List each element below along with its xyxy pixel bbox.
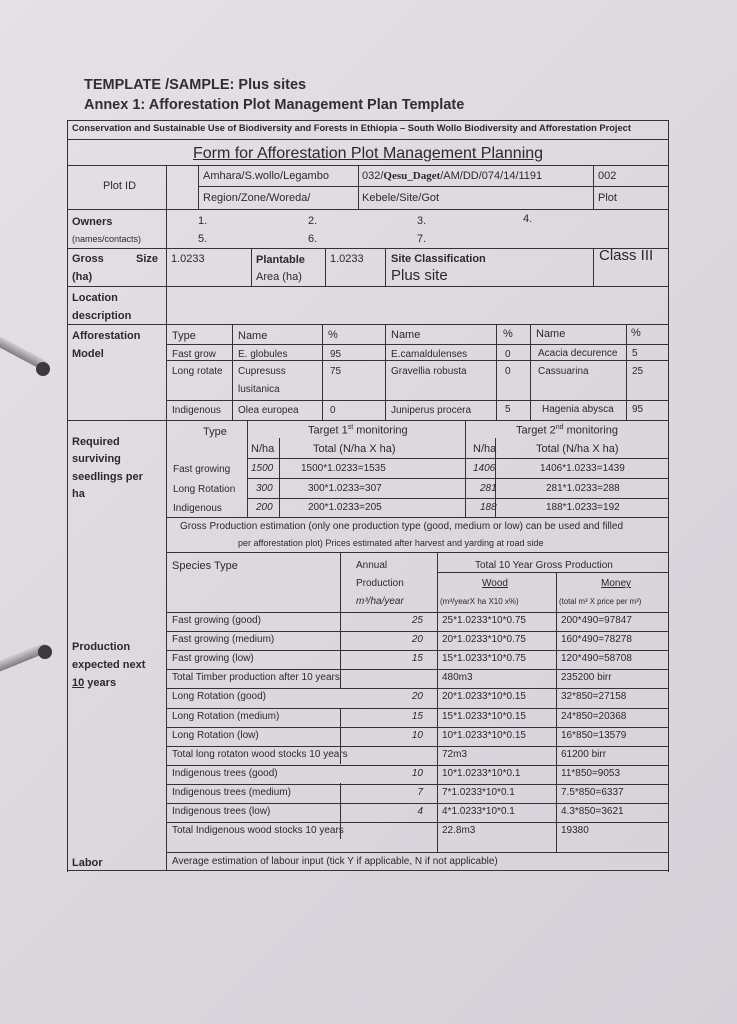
site-classification-label: Site Classification <box>391 253 486 265</box>
production-years-text: years <box>84 677 117 689</box>
form-title: Form for Afforestation Plot Management Planning <box>192 145 544 162</box>
production-wood[interactable]: 4*1.0233*10*0.1 <box>442 806 515 817</box>
model-row-type: Indigenous <box>172 405 221 416</box>
production-wood[interactable]: 20*1.0233*10*0.15 <box>442 691 526 703</box>
money-subheader: (total m³ X price per m³) <box>559 597 642 606</box>
plot-value[interactable]: 002 <box>598 170 617 182</box>
model-header-pct-1: % <box>328 329 338 341</box>
owner-slot-3[interactable]: 3. <box>417 215 427 227</box>
production-annual[interactable]: 20 <box>411 691 423 703</box>
production-label-2: expected next <box>72 659 146 671</box>
site-classification-value[interactable]: Plus site <box>391 267 448 284</box>
kebele-label: Kebele/Site/Got <box>362 192 440 204</box>
model-row-pct[interactable]: 0 <box>505 366 511 377</box>
seedling-row-type: Indigenous <box>173 503 222 514</box>
model-header-name-2: Name <box>391 329 421 341</box>
owner-slot-2[interactable]: 2. <box>308 215 318 227</box>
seedling-row-type: Long Rotation <box>173 484 236 495</box>
model-row-name[interactable]: Gravellia robusta <box>391 366 467 377</box>
species-type-header: Species Type <box>172 560 238 572</box>
production-wood[interactable]: 7*1.0233*10*0.1 <box>442 786 515 798</box>
production-wood[interactable]: 15*1.0233*10*0.15 <box>442 710 526 722</box>
model-header-pct-2: % <box>503 328 513 340</box>
production-annual[interactable]: 15 <box>411 653 423 665</box>
model-row-type: Fast grow <box>172 349 216 360</box>
seedling-row-total1[interactable]: 300*1.0233=307 <box>308 483 382 494</box>
production-money[interactable]: 16*850=13579 <box>561 729 627 741</box>
gross-label: Gross <box>72 253 104 265</box>
owners-sublabel: (names/contacts) <box>72 234 142 244</box>
row-divider <box>166 650 668 651</box>
seedlings-type-header: Type <box>203 426 227 438</box>
production-total-label: Total Indigenous wood stocks 10 years <box>172 825 344 837</box>
owner-slot-4[interactable]: 4. <box>523 213 533 225</box>
production-species: Long Rotation (medium) <box>172 710 280 722</box>
model-row-pct[interactable]: 95 <box>632 404 644 415</box>
model-header-type: Type <box>172 330 196 342</box>
seedling-row-total2[interactable]: 1406*1.0233=1439 <box>540 463 625 474</box>
kebele-name: Qesu_Daget <box>383 170 441 182</box>
owner-slot-5[interactable]: 5. <box>198 233 208 245</box>
seedlings-label-4: ha <box>72 488 85 500</box>
size-label: Size <box>136 253 159 265</box>
production-money[interactable]: 4.3*850=3621 <box>561 806 624 817</box>
seedling-row-n2[interactable]: 1406 <box>473 463 496 474</box>
location-label: Location <box>72 292 118 304</box>
target-2-label: Target 2 <box>516 424 556 437</box>
production-wood[interactable]: 10*1.0233*10*0.1 <box>442 767 521 779</box>
production-annual[interactable]: 15 <box>411 710 423 722</box>
production-wood[interactable]: 25*1.0233*10*0.75 <box>442 615 526 626</box>
target-1-sup: st <box>347 424 354 431</box>
project-name: Conservation and Sustainable Use of Biodiversity and Forests in Ethiopia – South Wollo Biodiversity and Afforestation Project <box>72 123 631 133</box>
model-header-pct-3: % <box>631 327 641 339</box>
labor-note: Average estimation of labour input (tick Y if applicable, N if not applicable) <box>172 856 498 867</box>
seedling-row-total1[interactable]: 200*1.0233=205 <box>308 502 382 513</box>
seedlings-label-2: surviving <box>72 453 121 465</box>
production-species: Indigenous trees (low) <box>172 806 271 817</box>
production-money[interactable]: 24*850=20368 <box>561 710 627 722</box>
plot-label: Plot <box>598 192 617 204</box>
afforestation-model-label-2: Model <box>72 348 104 360</box>
target-1-monitoring: monitoring <box>353 424 408 437</box>
production-wood[interactable]: 72m3 <box>442 748 468 760</box>
seedlings-label: Required <box>72 436 120 448</box>
nha-header-2: N/ha <box>473 443 497 455</box>
plot-id-label: Plot ID <box>103 180 137 192</box>
production-annual[interactable]: 25 <box>411 615 423 626</box>
target-1-label: Target 1 <box>308 424 348 437</box>
row-divider <box>166 612 668 613</box>
row-divider <box>166 688 668 689</box>
region-value[interactable]: Amhara/S.wollo/Legambo <box>203 170 329 182</box>
model-row-name[interactable]: Cupresuss <box>238 366 286 377</box>
production-wood[interactable]: 10*1.0233*10*0.15 <box>442 729 526 741</box>
model-row-name[interactable]: Hagenia abysca <box>542 404 614 415</box>
kebele-suffix: /AM/DD/074/14/1191 <box>440 170 543 182</box>
production-label: Production <box>72 641 131 653</box>
seedling-row-n2[interactable]: 281 <box>480 483 497 494</box>
production-label-3 <box>72 677 116 689</box>
row-divider <box>166 765 668 766</box>
owners-label: Owners <box>72 216 113 228</box>
row-divider <box>166 784 668 785</box>
model-row-name[interactable]: E.camaldulenses <box>391 349 468 360</box>
production-wood[interactable]: 22.8m3 <box>442 825 476 837</box>
wood-subheader: (m³/yearX ha X10 x%) <box>440 597 519 606</box>
model-row-name[interactable]: Cassuarina <box>538 366 589 377</box>
production-money[interactable]: 120*490=58708 <box>561 653 632 665</box>
model-row-name[interactable]: Juniperus procera <box>391 405 472 416</box>
row-divider <box>166 727 668 728</box>
production-annual[interactable]: 7 <box>417 786 423 798</box>
kebele-value[interactable] <box>362 170 542 182</box>
model-row-pct[interactable]: 0 <box>330 405 336 416</box>
production-annual[interactable]: 10 <box>411 767 423 779</box>
production-wood[interactable]: 15*1.0233*10*0.75 <box>442 653 526 665</box>
money-header: Money <box>601 578 632 589</box>
production-money[interactable]: 61200 birr <box>561 748 607 760</box>
seedling-row-type: Fast growing <box>173 464 231 475</box>
seedling-row-n1[interactable]: 200 <box>256 502 273 513</box>
production-species: Indigenous trees (medium) <box>172 786 291 798</box>
row-divider <box>166 822 668 823</box>
total-header-1: Total (N/ha X ha) <box>313 443 396 455</box>
model-row-pct[interactable]: 0 <box>505 349 511 360</box>
model-row-name[interactable]: Acacia decurence <box>538 348 618 359</box>
production-note-2: per afforestation plot) Prices estimated after harvest and yarding at road side <box>238 538 544 548</box>
class-value[interactable]: Class III <box>599 247 654 264</box>
production-money[interactable]: 7.5*850=6337 <box>561 786 624 798</box>
owner-slot-1[interactable]: 1. <box>198 215 208 227</box>
production-species: Fast growing (low) <box>172 653 254 665</box>
row-divider <box>166 631 668 632</box>
production-money[interactable]: 11*850=9053 <box>561 767 621 779</box>
production-money[interactable]: 32*850=27158 <box>561 691 627 703</box>
wood-header: Wood <box>482 578 508 589</box>
region-label: Region/Zone/Woreda/ <box>203 192 311 204</box>
model-row-pct[interactable]: 75 <box>330 366 342 377</box>
production-money[interactable]: 160*490=78278 <box>561 634 632 646</box>
production-money[interactable]: 200*490=97847 <box>561 615 632 626</box>
gross-size-value[interactable]: 1.0233 <box>171 253 205 265</box>
production-annual[interactable]: 10 <box>411 729 423 741</box>
row-divider <box>166 669 668 670</box>
plot-management-form <box>67 120 669 872</box>
row-divider <box>166 803 668 804</box>
production-species: Indigenous trees (good) <box>172 767 278 779</box>
production-species: Fast growing (good) <box>172 615 261 626</box>
location-label-2: description <box>72 310 132 322</box>
owner-slot-6[interactable]: 6. <box>308 233 318 245</box>
model-header-name-1: Name <box>238 330 268 342</box>
plantable-area-label: Area (ha) <box>256 271 302 283</box>
model-row-pct[interactable]: 5 <box>505 404 511 415</box>
model-row-name[interactable]: E. globules <box>238 349 288 360</box>
production-total-label: Total Timber production after 10 years <box>172 672 340 684</box>
annual-header: Annual <box>356 560 388 571</box>
model-row-type: Long rotate <box>172 366 223 377</box>
production-money[interactable]: 235200 birr <box>561 672 612 684</box>
seedling-row-total1[interactable]: 1500*1.0233=1535 <box>301 463 386 474</box>
model-row-pct[interactable]: 95 <box>330 349 342 360</box>
afforestation-model-label: Afforestation <box>72 330 141 342</box>
row-divider <box>166 746 668 747</box>
owner-slot-7[interactable]: 7. <box>417 233 427 245</box>
model-header-name-3: Name <box>536 328 566 340</box>
production-money[interactable]: 19380 <box>561 825 589 837</box>
seedlings-label-3: seedlings per <box>72 471 143 483</box>
model-row-name[interactable]: Olea europea <box>238 405 299 416</box>
target-1-header <box>308 424 408 437</box>
production-note-1: Gross Production estimation (only one production type (good, medium or low) can be used and filled <box>180 521 624 532</box>
seedling-row-total2[interactable]: 281*1.0233=288 <box>546 483 620 494</box>
production-species: Fast growing (medium) <box>172 634 275 646</box>
production-species: Long Rotation (good) <box>172 691 266 703</box>
ha-label: (ha) <box>72 271 93 283</box>
template-heading: TEMPLATE /SAMPLE: Plus sites <box>84 77 307 93</box>
annual-header-2: Production <box>356 578 404 589</box>
production-total-label: Total long rotaton wood stocks 10 years <box>172 748 348 760</box>
seedling-row-n2[interactable]: 188 <box>480 502 497 513</box>
plantable-label: Plantable <box>256 254 305 266</box>
kebele-prefix: 032/ <box>362 170 384 182</box>
production-species: Long Rotation (low) <box>172 729 259 741</box>
production-wood[interactable]: 20*1.0233*10*0.75 <box>442 634 526 646</box>
model-row-name-cont[interactable]: lusitanica <box>238 384 280 395</box>
target-2-sup: nd <box>555 424 564 431</box>
total-header-2: Total (N/ha X ha) <box>536 443 619 455</box>
annual-header-3: m³/ha/year <box>356 596 404 607</box>
target-2-monitoring: monitoring <box>563 424 618 437</box>
plantable-value[interactable]: 1.0233 <box>330 253 364 265</box>
nha-header-1: N/ha <box>251 443 275 455</box>
production-annual[interactable]: 20 <box>411 634 423 646</box>
model-row-pct[interactable]: 5 <box>632 348 638 359</box>
target-2-header <box>516 424 618 437</box>
annex-heading: Annex 1: Afforestation Plot Management Plan Template <box>84 97 465 113</box>
model-row-pct[interactable]: 25 <box>632 366 644 377</box>
total-production-header: Total 10 Year Gross Production <box>475 560 613 571</box>
binder-ring-end-icon <box>36 362 50 376</box>
labor-label: Labor <box>72 857 103 869</box>
production-wood[interactable]: 480m3 <box>442 672 473 684</box>
seedling-row-total2[interactable]: 188*1.0233=192 <box>546 502 620 513</box>
seedling-row-n1[interactable]: 1500 <box>251 463 274 474</box>
seedling-row-n1[interactable]: 300 <box>256 483 273 494</box>
binder-ring-end-icon <box>38 645 52 659</box>
row-divider <box>166 708 668 709</box>
production-annual[interactable]: 4 <box>417 806 423 817</box>
production-years-number: 10 <box>72 677 85 689</box>
